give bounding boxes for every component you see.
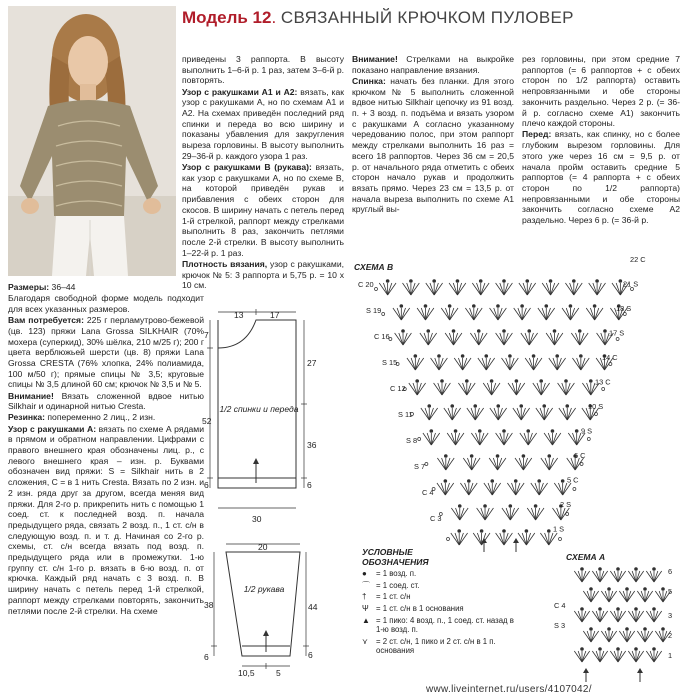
schema-b-row-label: C 4	[422, 488, 434, 497]
shell-stitch	[431, 355, 448, 370]
col-c-p1: рез горловины, при этом средние 7 раппортов (= 6 раппортов + с обеих сторон по 1/2 раппорта) оставить непровязанными и обе стороны закончить раздельно. Через 2 р. (= 36-й р. согласно схеме А1) закончить плечо каждой стороны.	[522, 54, 680, 129]
shell-stitch	[449, 280, 466, 295]
attention-label: Внимание!	[8, 390, 54, 401]
body-pattern-diagram	[204, 308, 320, 536]
direction-arrow-head	[583, 668, 589, 673]
pattern-a-value: вязать по схеме А рядами в прямом и обратном направлении. Цифрами с правого внешнего края обозначены лиц. р., с левого внешнего края – изн. р. Буквами обозначен вид пряжи: S = Silkhair нить в 2 сложения, С = в 1 нить Cresta. Вязать по 2 изн. и 2 изн. ряда друг за другом, всегда меняя вид пряжи. Для 2-го р. прикрепить нить с помощью 1 соед. ст. к последней возд. п. начала предыдущего ряда, связать 2 возд. п., 1 ст. с/н в следующую возд. п. и т. д. Начиная со 2-го р. схемы, ст. с/н всегда вязать под возд. п. предыдущего ряда или в промежутки. 1-ю группу ст. с/н 1-го р. вязать в 6-ю возд. п. от крючка. Каждый ряд начать с 3 возд. п. В ширину начать с петель перед 1-й стрелкой, раппорт между стрелками повторять, закончить петлями после 2-й стрелки. На схеме	[8, 423, 204, 616]
schema-a-row-label: 5	[668, 587, 673, 596]
shell-stitch	[592, 648, 607, 662]
shell-stitch	[489, 455, 506, 470]
shell-stitch	[437, 455, 454, 470]
body-dim-armhole: 27	[307, 358, 317, 368]
shell-stitch	[477, 505, 494, 520]
shell-stitch	[508, 380, 525, 395]
shell-stitch	[395, 330, 412, 345]
legend-item	[362, 569, 522, 579]
schema-b-row-label: 2 S	[560, 500, 572, 509]
shell-stitch	[637, 628, 652, 642]
model-photo-illustration	[8, 6, 176, 276]
col-a-p3-label: Узор с ракушками В (рукава):	[182, 162, 312, 173]
sleeve-dim-bottom-left: 10,5	[238, 668, 255, 678]
schema-a-chart	[552, 560, 678, 684]
materials-value: 225 г перламутрово-бежевой (цв. 123) пряжи Lana Grossa SILKHAIR (70% мохера (суперкид), 30% шёлка, 210 м/25 г); 200 г цвета верблюжьей шерсти (цв. 8) пряжи Lana Grossa CRESTA (76% хлопка, 24% полиамида, 100 м/50 г); прямые спицы № 3,5; круговые спицы № 3,5 длиной 60 см; крючок № 3,5 и № 5.	[8, 315, 205, 390]
sleeve-dim-left: 38	[204, 600, 214, 610]
shell-stitch	[525, 355, 542, 370]
shell-stitch	[646, 608, 661, 622]
schema-b-row-label: 21 S	[623, 279, 639, 289]
chain-dot	[595, 413, 598, 416]
sleeve-dim-right: 44	[308, 602, 318, 612]
shell-stitch	[393, 305, 410, 320]
shell-stitch	[478, 355, 495, 370]
shell-stitch	[628, 648, 643, 662]
shell-stitch	[472, 280, 489, 295]
shell-stitch	[646, 648, 661, 662]
sleeve-dim-top: 20	[258, 542, 268, 552]
ribbing-value: попеременно 2 лиц., 2 изн.	[45, 412, 156, 423]
schema-b-row-label: S 15	[382, 358, 398, 367]
col-a-p2-label: Узор с ракушками А1 и А2:	[182, 86, 298, 97]
shell-stitch	[437, 480, 454, 495]
shell-stitch	[470, 330, 487, 345]
direction-arrow-head	[513, 538, 519, 543]
col-a-p1: приведены 3 раппорта. В высоту выполнить 1–6-й р. 1 раз, затем 3–6-й р. повторять.	[182, 54, 344, 86]
shell-stitch	[403, 280, 420, 295]
shell-stitch	[458, 380, 475, 395]
shell-stitch	[454, 355, 471, 370]
materials-column	[8, 282, 204, 617]
shell-stitch	[496, 430, 513, 445]
schema-b-title: СХЕМА В	[354, 262, 394, 272]
shell-stitch	[423, 430, 440, 445]
legend-text: = 1 ст. с/н в 1 основания	[376, 603, 464, 613]
schema-b-row-label: 18 S	[616, 304, 632, 313]
col-a-p4-label: Плотность вязания,	[182, 258, 268, 269]
schema-b-row-label: 9 S	[581, 426, 593, 436]
legend-item	[362, 604, 522, 614]
chain-dot	[580, 463, 583, 466]
sleeve-dim-cuff-left: 6	[204, 652, 209, 662]
legend-symbol: ⋎	[362, 636, 368, 646]
shell-stitch	[496, 530, 513, 545]
shell-stitch	[465, 305, 482, 320]
shell-stitch	[565, 280, 582, 295]
shell-stitch	[544, 430, 561, 445]
body-dim-width: 30	[252, 514, 262, 524]
shell-stitch	[426, 280, 443, 295]
legend-text: = 1 возд. п.	[376, 569, 417, 579]
body-dim-length: 52	[202, 416, 212, 426]
instructions-column-a	[182, 54, 344, 291]
shell-stitch	[513, 405, 530, 420]
shell-stitch	[407, 355, 424, 370]
shell-stitch	[484, 480, 501, 495]
shell-stitch	[441, 305, 458, 320]
schema-b-row-label: C 20	[358, 280, 374, 289]
ribbing-label: Резинка:	[8, 412, 45, 423]
shell-stitch	[610, 648, 625, 662]
shell-stitch	[610, 608, 625, 622]
shell-stitch	[571, 330, 588, 345]
schema-b-row-label: C 16	[374, 332, 390, 341]
schema-a-title: СХЕМА А	[566, 552, 606, 562]
shell-stitch	[559, 405, 576, 420]
schema-b-row-label: 1 S	[553, 524, 565, 534]
shell-stitch	[601, 588, 616, 602]
body-dim-hem-left: 6	[204, 480, 209, 490]
schema-b-row-label: 14 C	[602, 353, 618, 362]
chain-dot	[573, 488, 576, 491]
shell-stitch	[601, 628, 616, 642]
legend-text: = 2 ст. с/н, 1 пико и 2 ст. с/н в 1 п. основания	[376, 636, 496, 656]
shell-stitch	[533, 380, 550, 395]
shell-stitch	[541, 455, 558, 470]
model-photo	[8, 6, 176, 276]
legend-text: = 1 соед. ст.	[376, 580, 420, 590]
sizes-value: 36–44	[49, 282, 76, 292]
shell-stitch	[460, 480, 477, 495]
shell-stitch	[521, 330, 538, 345]
page-title	[182, 8, 574, 28]
legend-item	[362, 592, 522, 602]
shell-stitch	[619, 588, 634, 602]
shell-stitch	[538, 305, 555, 320]
sizes-text: Благодаря свободной форме модель подходит для всех указанных размеров.	[8, 293, 204, 314]
shell-stitch	[531, 480, 548, 495]
shell-stitch	[589, 280, 606, 295]
legend-item	[362, 637, 522, 656]
sleeve-dim-bottom-right: 5	[276, 668, 281, 678]
schema-b-row-label: S 8	[406, 436, 418, 445]
model-number: Модель 12	[182, 8, 272, 27]
schema-b-row-label: 10 S	[588, 402, 604, 411]
schema-b-row-label: S 11	[398, 410, 413, 419]
shell-stitch	[502, 505, 519, 520]
shell-stitch	[471, 430, 488, 445]
chain-dot	[587, 438, 590, 441]
schema-a-row-label: 3	[668, 611, 673, 620]
shell-stitch	[586, 305, 603, 320]
title-separator: .	[271, 8, 277, 27]
col-a-p2-value: вязать, как узор с ракушками А, но по схемам А1 и А2. На схемах приведён последний ряд спинки и переда во всю ширину и показаны убавления для закругления выреза горловины. В высоту выполнить 29–36-й р. каждого узора 1 раз.	[182, 86, 344, 161]
chain-dot	[602, 388, 605, 391]
shell-stitch	[515, 455, 532, 470]
legend-symbol: ●	[362, 569, 367, 579]
shell-stitch	[572, 355, 589, 370]
shell-stitch	[519, 280, 536, 295]
shell-stitch	[421, 405, 438, 420]
shell-stitch	[447, 430, 464, 445]
shell-stitch	[574, 648, 589, 662]
legend-symbol: †	[362, 592, 367, 602]
col-c-p2-label: Перед:	[522, 129, 552, 140]
direction-arrow-head	[637, 668, 643, 673]
legend-symbol: ▲	[362, 615, 370, 625]
schema-a-row-label: S 3	[554, 621, 566, 630]
legend-title: УСЛОВНЫЕ ОБОЗНАЧЕНИЯ	[362, 547, 429, 567]
shell-stitch	[583, 588, 598, 602]
shell-stitch	[558, 380, 575, 395]
shell-stitch	[574, 608, 589, 622]
pattern-a-label: Узор с ракушками А:	[8, 423, 97, 434]
chain-dot	[616, 338, 619, 341]
shell-stitch	[445, 330, 462, 345]
schema-b-row-label: S 7	[414, 462, 426, 471]
schema-b-row-label: 22 C	[630, 255, 646, 264]
watermark-url: www.liveinternet.ru/users/4107042/	[426, 684, 592, 695]
sizes-label: Размеры:	[8, 282, 50, 292]
body-dim-top-left: 13	[234, 310, 244, 320]
chain-dot	[559, 538, 562, 541]
shell-stitch	[463, 455, 480, 470]
schema-b-row-label: 5 C	[567, 475, 579, 485]
col-b-p2-label: Спинка:	[352, 75, 386, 86]
shell-stitch	[518, 530, 535, 545]
shell-stitch	[490, 305, 507, 320]
schema-b-row-label: 13 C	[595, 377, 611, 387]
body-dim-hem-right: 6	[307, 480, 312, 490]
col-a-p3-value: вязать, как узор с ракушками А, но по схеме В, на которой приведён рукав и прибавления с обеих сторон для скосов. В ширину начать с петель перед 1-й стрелкой, раппорт между стрелками выполнить 8 раз, закончить петлями после 2-й стрелки. В высоту выполнить 1–22-й р. 1 раз.	[182, 162, 344, 258]
chain-dot	[375, 288, 378, 291]
shell-stitch	[502, 355, 519, 370]
schema-b-row-label: 6 C	[574, 451, 586, 460]
shell-stitch	[451, 505, 468, 520]
shell-stitch	[646, 568, 661, 582]
chain-dot	[566, 513, 569, 516]
shell-stitch	[514, 305, 531, 320]
shell-stitch	[592, 608, 607, 622]
shell-stitch	[619, 628, 634, 642]
instructions-column-c	[522, 54, 680, 226]
shell-stitch	[434, 380, 451, 395]
shell-stitch	[451, 530, 468, 545]
shell-stitch	[379, 280, 396, 295]
instructions-column-b	[352, 54, 514, 216]
shell-stitch	[610, 568, 625, 582]
sleeve-dim-cuff-right: 6	[308, 650, 313, 660]
schema-a-row-label: C 4	[554, 601, 566, 610]
shell-stitch	[417, 305, 434, 320]
shell-stitch	[444, 405, 461, 420]
shell-stitch	[420, 330, 437, 345]
col-b-p1-label: Внимание!	[352, 54, 398, 64]
legend-text: = 1 ст. с/н	[376, 592, 411, 602]
shell-stitch	[536, 405, 553, 420]
shell-stitch	[520, 430, 537, 445]
chain-dot	[447, 538, 450, 541]
legend-item	[362, 616, 522, 635]
schema-b-row-label: C 12	[390, 384, 406, 393]
chain-dot	[425, 463, 428, 466]
shell-stitch	[483, 380, 500, 395]
shell-stitch	[467, 405, 484, 420]
shell-stitch	[546, 330, 563, 345]
attention-value: Вязать сложенной вдвое нитью Silkhair и одинарной нитью Cresta.	[8, 390, 204, 412]
shell-stitch	[527, 505, 544, 520]
body-dim-top-right: 17	[270, 310, 280, 320]
legend-items	[362, 569, 522, 656]
sleeve-pattern-diagram	[204, 540, 320, 680]
schema-b-row-label: C 3	[430, 514, 442, 523]
legend-text: = 1 пико: 4 возд. п., 1 соед. ст. назад в 1-ю возд. п.	[376, 615, 514, 635]
sleeve-label: 1/2 рукава	[243, 584, 285, 594]
shell-stitch	[549, 355, 566, 370]
schema-a-row-label: 6	[668, 567, 673, 576]
schema-b-chart	[344, 254, 654, 554]
body-label: 1/2 спинки и переда	[219, 404, 299, 414]
shell-stitch	[507, 480, 524, 495]
schema-b-row-label: S 19	[366, 306, 382, 315]
legend	[362, 548, 522, 656]
shell-stitch	[409, 380, 426, 395]
shell-stitch	[574, 568, 589, 582]
col-c-p2-value: вязать, как спинку, но с более глубоким вырезом горловины. Для этого уже через 16 см = 9,5 р. от начала пройм оставить средние 5 раппортов (= 4 раппорта + с обеих сторон по 1/2 раппорта) непровязанными и обе стороны закончить согласно схеме А2 раздельно. Через 6 р. (= 36-й р.	[522, 129, 680, 226]
chain-dot	[418, 438, 421, 441]
legend-symbol: ⌒	[362, 580, 370, 590]
shell-stitch	[490, 405, 507, 420]
schema-a-row-label: 1	[668, 651, 673, 660]
shell-stitch	[592, 568, 607, 582]
shell-stitch	[583, 628, 598, 642]
chain-dot	[382, 313, 385, 316]
col-a-p4-value: узор с ракушками, крючок № 5: 3 раппорта и 5,75 р. = 10 x 10 см.	[182, 258, 345, 291]
shell-stitch	[496, 280, 513, 295]
shell-stitch	[562, 305, 579, 320]
col-b-p2-value: начать без планки. Для этого крючком № 5 выполнить сложенной вдвое нитью Silkhair цепочку из 91 возд. п. + 3 возд. п. подъёма и вязать узором с ракушками А согласно указанному чередованию полос, при этом раппорт между стрелками выполнить 16 раз = всего 18 раппортов. Через 36 см = 20,5 р. от начального ряда отметить с обеих сторон начало рукав и продолжить вязать прямо. Через 23 см = 13,5 р. от начала выреза выполнить по схеме А1 круглый вы-	[352, 75, 514, 215]
shell-stitch	[542, 280, 559, 295]
col-b-p1-value: Стрелками на выкройке показано направление вязания.	[352, 54, 514, 75]
materials-label: Вам потребуется:	[8, 315, 84, 326]
schema-a-row-label: 2	[668, 631, 673, 640]
shell-stitch	[628, 568, 643, 582]
legend-symbol: Ψ	[362, 603, 369, 613]
chain-dot	[609, 363, 612, 366]
shell-stitch	[628, 608, 643, 622]
schema-b-row-label: 17 S	[609, 328, 625, 338]
model-name: СВЯЗАННЫЙ КРЮЧКОМ ПУЛОВЕР	[280, 8, 574, 27]
shell-stitch	[637, 588, 652, 602]
legend-item	[362, 581, 522, 591]
shell-stitch	[496, 330, 513, 345]
body-dim-side: 36	[307, 440, 317, 450]
body-dim-neck-depth: 7	[204, 330, 209, 340]
